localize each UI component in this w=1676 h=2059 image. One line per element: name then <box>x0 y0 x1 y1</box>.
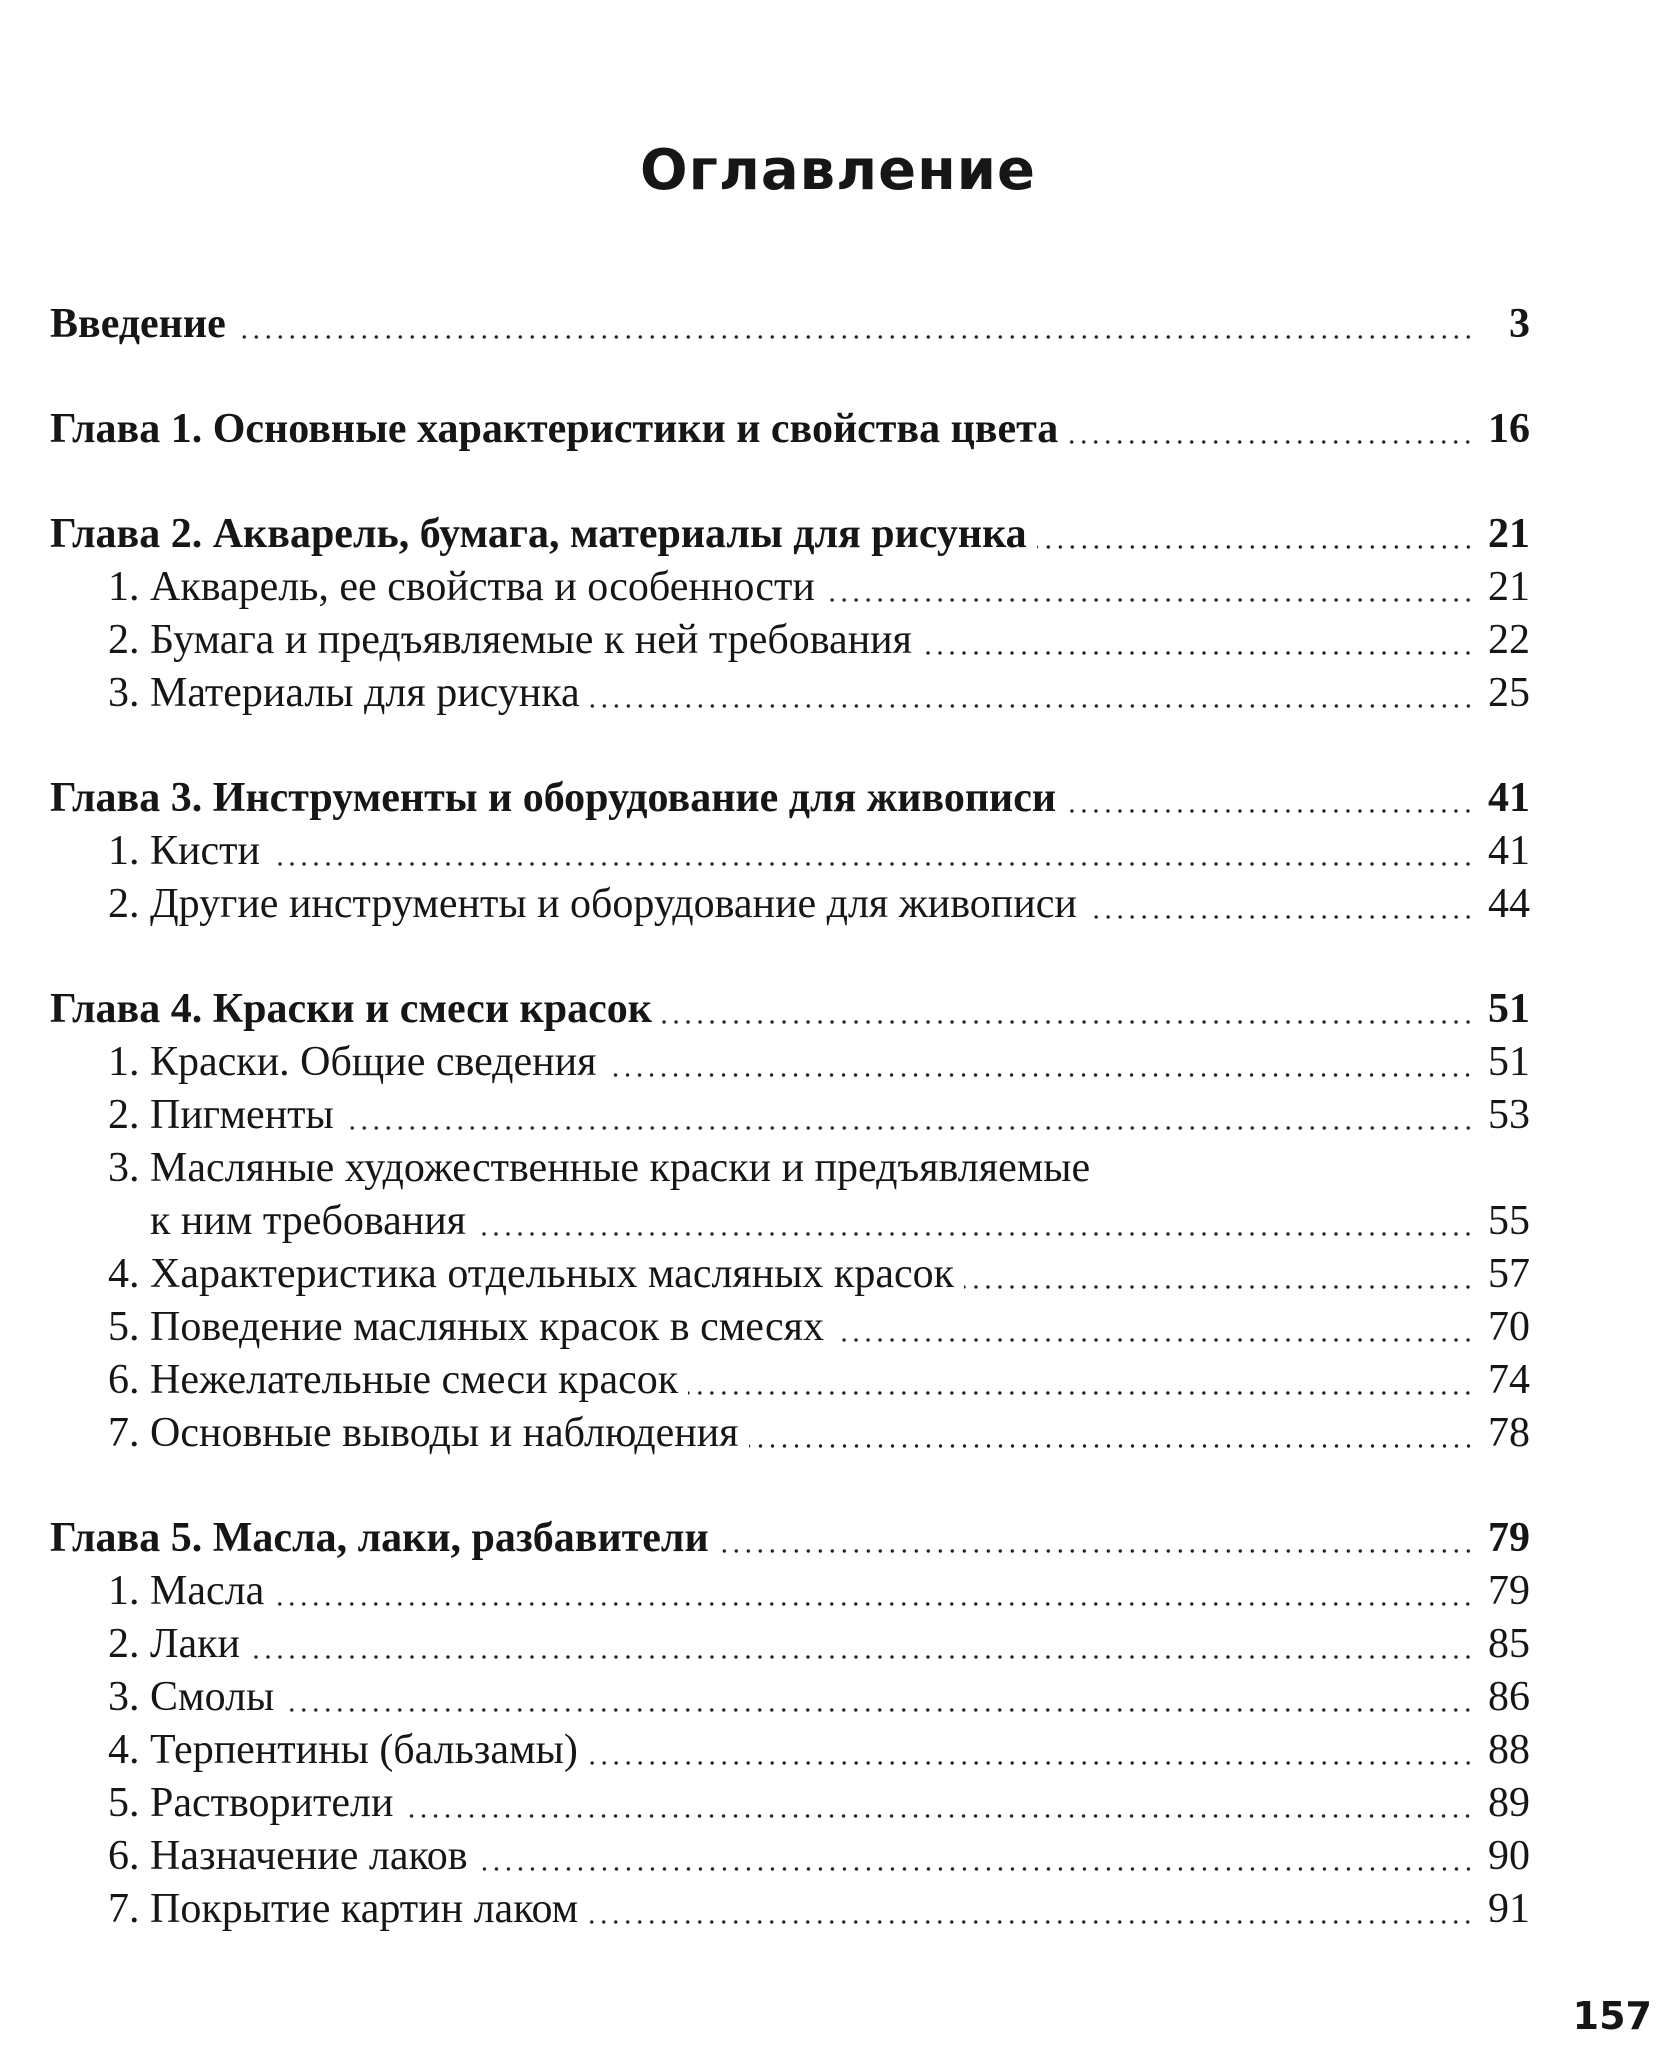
toc-page-number: 21 <box>1488 564 1530 610</box>
toc-section[interactable] <box>50 1301 1530 1354</box>
toc-page-number: 53 <box>1488 1092 1530 1138</box>
toc-section[interactable] <box>50 1830 1530 1883</box>
dot-leader <box>236 335 1474 339</box>
dot-leader <box>588 1920 1474 1924</box>
toc-section[interactable] <box>50 1565 1530 1618</box>
toc-chapter-4[interactable] <box>50 983 1530 1036</box>
section-title: 2. Другие инструменты и оборудование для живописи <box>108 881 1077 927</box>
toc-section[interactable] <box>50 1618 1530 1671</box>
dot-leader <box>403 1814 1474 1818</box>
dot-leader <box>719 1549 1474 1553</box>
toc-page-number: 51 <box>1488 1039 1530 1085</box>
toc-section[interactable] <box>50 1089 1530 1142</box>
toc-page-number: 79 <box>1488 1515 1530 1561</box>
dot-leader <box>1087 915 1474 919</box>
toc-section[interactable] <box>50 667 1530 720</box>
dot-leader <box>270 862 1474 866</box>
dot-leader <box>749 1444 1475 1448</box>
toc-page-number: 51 <box>1488 986 1530 1032</box>
dot-leader <box>922 651 1474 655</box>
toc-page-number: 88 <box>1488 1727 1530 1773</box>
dot-leader <box>274 1602 1474 1606</box>
section-title: 3. Смолы <box>108 1674 275 1720</box>
toc-section[interactable] <box>50 1354 1530 1407</box>
toc-page-number: 16 <box>1488 406 1530 452</box>
toc-page-number: 85 <box>1488 1621 1530 1667</box>
dot-leader <box>250 1655 1474 1659</box>
dot-leader <box>1068 440 1474 444</box>
toc-chapter-3[interactable] <box>50 772 1530 825</box>
section-title: 5. Поведение масляных красок в смесях <box>108 1304 824 1350</box>
section-title: 7. Основные выводы и наблюдения <box>108 1410 739 1456</box>
section-title: 7. Покрытие картин лаком <box>108 1886 579 1932</box>
chapter-title: Глава 1. Основные характеристики и свойства цвета <box>50 406 1059 452</box>
toc-page-number: 79 <box>1488 1568 1530 1614</box>
toc-page-number: 44 <box>1488 881 1530 927</box>
toc-page-number: 78 <box>1488 1410 1530 1456</box>
section-title: 1. Краски. Общие сведения <box>108 1039 597 1085</box>
dot-leader <box>606 1073 1474 1077</box>
section-title: 3. Масляные художественные краски и предъявляемые <box>108 1145 1091 1191</box>
toc-section[interactable] <box>50 1407 1530 1460</box>
dot-leader <box>834 1338 1474 1342</box>
dot-leader <box>825 598 1474 602</box>
toc-section-continuation[interactable] <box>50 1195 1530 1248</box>
dot-leader <box>344 1126 1474 1130</box>
toc-page-number: 86 <box>1488 1674 1530 1720</box>
dot-leader <box>476 1232 1474 1236</box>
toc-section[interactable] <box>50 878 1530 931</box>
toc-page-number: 74 <box>1488 1357 1530 1403</box>
chapter-title: Глава 4. Краски и смеси красок <box>50 986 652 1032</box>
toc-page-number: 41 <box>1488 828 1530 874</box>
toc-page-number: 41 <box>1488 775 1530 821</box>
page-title: Оглавление <box>639 138 1036 203</box>
section-title: 2. Бумага и предъявляемые к ней требования <box>108 617 912 663</box>
toc-entry-intro[interactable] <box>50 298 1530 351</box>
toc-section[interactable] <box>50 561 1530 614</box>
dot-leader <box>688 1391 1474 1395</box>
toc-page-number: 57 <box>1488 1251 1530 1297</box>
toc-section[interactable] <box>50 1036 1530 1089</box>
section-title: 3. Материалы для рисунка <box>108 670 580 716</box>
toc-page-number: 25 <box>1488 670 1530 716</box>
toc-section[interactable] <box>50 1777 1530 1830</box>
section-title: 2. Пигменты <box>108 1092 334 1138</box>
toc-chapter-1[interactable] <box>50 403 1530 456</box>
toc-page-number: 89 <box>1488 1780 1530 1826</box>
toc-chapter-5[interactable] <box>50 1512 1530 1565</box>
toc-section[interactable] <box>50 1724 1530 1777</box>
section-title: 6. Назначение лаков <box>108 1833 468 1879</box>
toc-page-number: 90 <box>1488 1833 1530 1879</box>
toc-chapter-2[interactable] <box>50 508 1530 561</box>
toc-section[interactable] <box>50 614 1530 667</box>
dot-leader <box>1037 545 1474 549</box>
toc-page-number: 55 <box>1488 1198 1530 1244</box>
dot-leader <box>588 1761 1474 1765</box>
toc-page-number: 3 <box>1509 301 1530 347</box>
dot-leader <box>662 1020 1474 1024</box>
toc-entry-label: Введение <box>50 301 226 347</box>
toc-page-number: 22 <box>1488 617 1530 663</box>
table-of-contents <box>50 298 1530 1936</box>
section-title: 5. Растворители <box>108 1780 394 1826</box>
dot-leader <box>590 704 1474 708</box>
dot-leader <box>964 1285 1474 1289</box>
toc-section[interactable] <box>50 1142 1530 1195</box>
section-title: 2. Лаки <box>108 1621 241 1667</box>
toc-section[interactable] <box>50 1248 1530 1301</box>
toc-page-number: 91 <box>1488 1886 1530 1932</box>
toc-section[interactable] <box>50 1671 1530 1724</box>
chapter-title: Глава 3. Инструменты и оборудование для живописи <box>50 775 1057 821</box>
section-title: 1. Масла <box>108 1568 265 1614</box>
dot-leader <box>478 1867 1474 1871</box>
dot-leader <box>284 1708 1474 1712</box>
chapter-title: Глава 5. Масла, лаки, разбавители <box>50 1515 709 1561</box>
toc-page-number: 21 <box>1488 511 1530 557</box>
chapter-title: Глава 2. Акварель, бумага, материалы для рисунка <box>50 511 1027 557</box>
section-title: 1. Акварель, ее свойства и особенности <box>108 564 815 610</box>
toc-section[interactable] <box>50 1883 1530 1936</box>
toc-page-number: 70 <box>1488 1304 1530 1350</box>
section-title: 4. Терпентины (бальзамы) <box>108 1727 578 1773</box>
toc-section[interactable] <box>50 825 1530 878</box>
section-title: 6. Нежелательные смеси красок <box>108 1357 679 1403</box>
dot-leader <box>1066 809 1474 813</box>
section-title: 1. Кисти <box>108 828 260 874</box>
section-title-continuation: к ним требования <box>150 1198 467 1244</box>
page-number: 157 <box>1572 1994 1652 2038</box>
section-title: 4. Характеристика отдельных масляных красок <box>108 1251 955 1297</box>
